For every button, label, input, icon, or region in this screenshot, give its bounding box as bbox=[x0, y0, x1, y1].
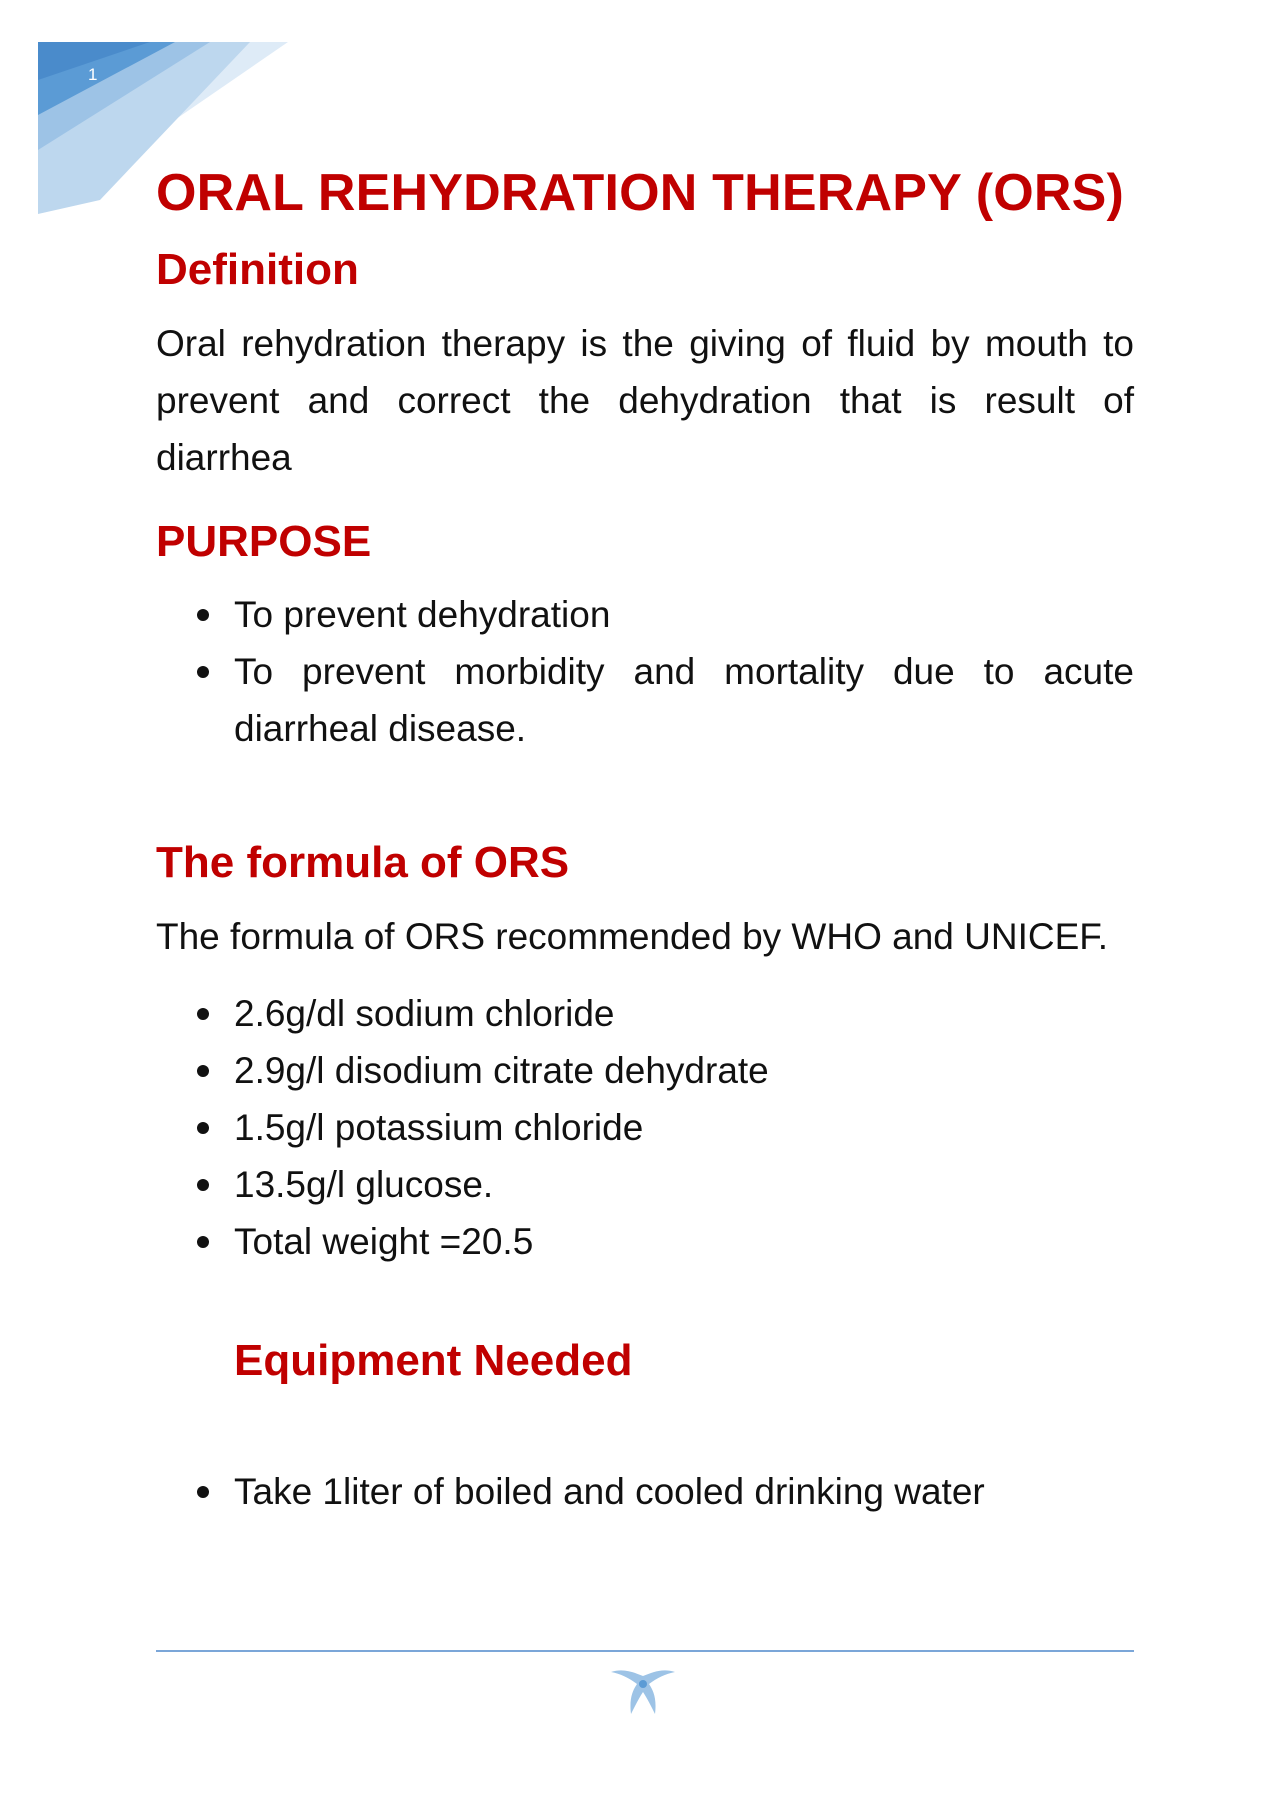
purpose-heading: PURPOSE bbox=[156, 516, 372, 566]
equipment-heading: Equipment Needed bbox=[234, 1336, 633, 1386]
list-item: 2.6g/dl sodium chloride bbox=[234, 985, 1134, 1042]
purpose-list bbox=[156, 586, 1134, 757]
list-item: 2.9g/l disodium citrate dehydrate bbox=[234, 1042, 1134, 1099]
list-item: 1.5g/l potassium chloride bbox=[234, 1099, 1134, 1156]
definition-text: Oral rehydration therapy is the giving of fluid by mouth to prevent and correct the dehydration that is result of diarrhea bbox=[156, 322, 1134, 478]
formula-list bbox=[156, 985, 1134, 1270]
formula-heading: The formula of ORS bbox=[156, 838, 570, 888]
equipment-list bbox=[156, 1463, 1134, 1520]
formula-intro: The formula of ORS recommended by WHO and UNICEF. bbox=[156, 916, 1109, 958]
footer-ornament-icon bbox=[603, 1666, 683, 1720]
document-body bbox=[156, 164, 1134, 1520]
list-item: Take 1liter of boiled and cooled drinking water bbox=[234, 1463, 1134, 1520]
definition-heading: Definition bbox=[156, 244, 359, 294]
list-item: To prevent dehydration bbox=[234, 586, 1134, 643]
list-item: To prevent morbidity and mortality due to acute diarrheal disease. bbox=[234, 643, 1134, 757]
page-number: 1 bbox=[88, 65, 98, 84]
list-item: Total weight =20.5 bbox=[234, 1213, 1134, 1270]
footer-divider bbox=[156, 1650, 1134, 1652]
document-title: ORAL REHYDRATION THERAPY (ORS) bbox=[156, 164, 1125, 222]
list-item: 13.5g/l glucose. bbox=[234, 1156, 1134, 1213]
